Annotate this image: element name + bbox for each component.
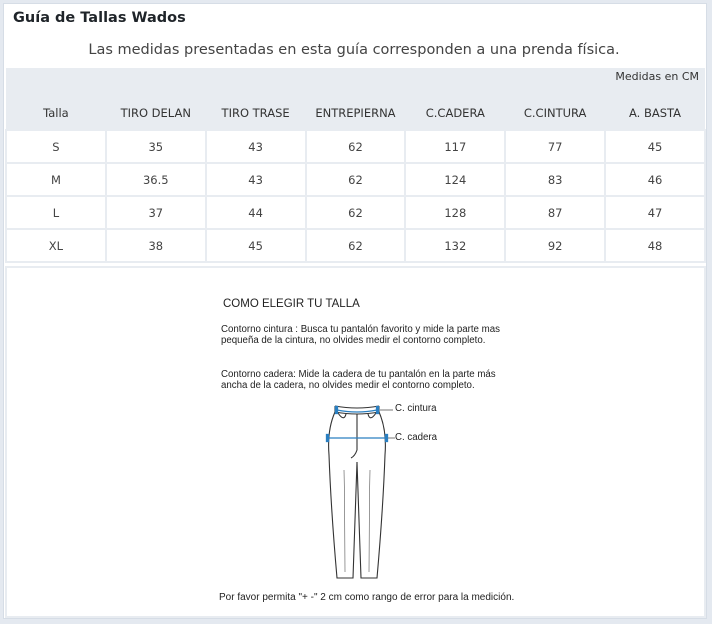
page-subtitle: Las medidas presentadas en esta guía corresponden a una prenda física. — [88, 42, 620, 58]
pants-illustration-icon — [317, 400, 397, 584]
guide-footer: Por favor permita "+ -" 2 cm como rango de error para la medición. — [219, 592, 515, 603]
column-header: C.CINTURA — [505, 86, 605, 130]
column-header: A. BASTA — [605, 86, 705, 130]
table-cell: 46 — [605, 163, 705, 196]
table-cell: 62 — [306, 130, 406, 163]
hip-instructions: Contorno cadera: Mide la cadera de tu pantalón en la parte más ancha de la cadera, no olvides medir el contorno completo. — [221, 369, 496, 392]
table-cell: S — [6, 130, 106, 163]
table-cell: 87 — [505, 196, 605, 229]
column-header: TIRO DELAN — [106, 86, 206, 130]
table-cell: 43 — [206, 130, 306, 163]
size-table — [5, 68, 706, 263]
table-cell: 62 — [306, 163, 406, 196]
table-cell: M — [6, 163, 106, 196]
table-cell: 132 — [405, 229, 505, 262]
table-cell: 83 — [505, 163, 605, 196]
table-cell: 77 — [505, 130, 605, 163]
size-guide-panel — [3, 3, 707, 619]
table-row — [6, 163, 705, 196]
table-cell: 36.5 — [106, 163, 206, 196]
page-title: Guía de Tallas Wados — [13, 10, 186, 26]
column-header: Talla — [6, 86, 106, 130]
table-cell: 62 — [306, 196, 406, 229]
table-cell: 47 — [605, 196, 705, 229]
size-guide-image — [5, 266, 706, 618]
table-row — [6, 229, 705, 262]
table-cell: L — [6, 196, 106, 229]
table-cell: 117 — [405, 130, 505, 163]
column-header: ENTREPIERNA — [306, 86, 406, 130]
table-cell: 128 — [405, 196, 505, 229]
table-cell: XL — [6, 229, 106, 262]
table-cell: 37 — [106, 196, 206, 229]
table-cell: 44 — [206, 196, 306, 229]
table-cell: 45 — [206, 229, 306, 262]
table-cell: 124 — [405, 163, 505, 196]
column-header: TIRO TRASE — [206, 86, 306, 130]
table-row — [6, 130, 705, 163]
table-cell: 92 — [505, 229, 605, 262]
table-cell: 48 — [605, 229, 705, 262]
table-cell: 45 — [605, 130, 705, 163]
waist-instructions: Contorno cintura : Busca tu pantalón favorito y mide la parte mas pequeña de la cintura, no olvides medir el contorno completo. — [221, 324, 500, 347]
table-cell: 38 — [106, 229, 206, 262]
table-row — [6, 196, 705, 229]
table-cell: 43 — [206, 163, 306, 196]
table-cell: 62 — [306, 229, 406, 262]
guide-heading: COMO ELEGIR TU TALLA — [223, 298, 360, 310]
waist-label: C. cintura — [395, 403, 437, 414]
table-cell: 35 — [106, 130, 206, 163]
hip-label: C. cadera — [395, 432, 437, 443]
unit-label: Medidas en CM — [6, 68, 705, 86]
column-header: C.CADERA — [405, 86, 505, 130]
